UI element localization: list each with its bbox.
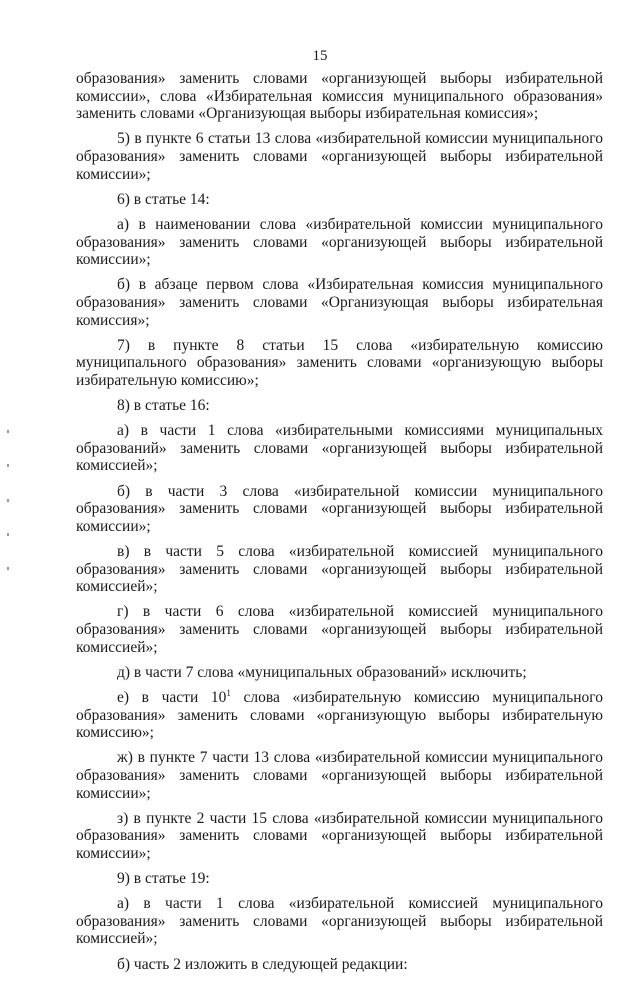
paragraph-item-9a: а) в части 1 слова «избирательной комиссией муниципального образования» заменить словами «организующей выборы избирательной комиссией»; — [76, 895, 603, 948]
paragraph-item-8b: б) в части 3 слова «избирательной комиссии муниципального образования» заменить словами «организующей выборы избирательной комиссии»; — [76, 482, 603, 535]
paragraph-item-8g: г) в части 6 слова «избирательной комиссией муниципального образования» заменить словами «организующей выборы избирательной комиссией»; — [76, 603, 603, 656]
paragraph-item-8e-start: е) в части 10 — [117, 688, 227, 706]
paragraph-item-8e-rest: слова «избирательную комиссию муниципального образования» заменить словами «организующую выборы избирательную комиссию»; — [76, 688, 603, 742]
margin-scan-mark — [7, 430, 10, 570]
paragraph-item-8e — [76, 689, 603, 742]
paragraph-item-6b: б) в абзаце первом слова «Избирательная комиссия муниципального образования» заменить словами «Организующая выборы избирательная комиссия»; — [76, 276, 603, 329]
paragraph-item-9: 9) в статье 19: — [117, 870, 210, 888]
paragraph-item-6a: а) в наименовании слова «избирательной комиссии муниципального образования» заменить словами «организующей выборы избирательной комиссии»; — [76, 215, 603, 269]
superscript-index: 1 — [226, 687, 231, 698]
paragraph-item-8d: д) в части 7 слова «муниципальных образований» исключить; — [117, 663, 527, 681]
paragraph-item-8v: в) в части 5 слова «избирательной комиссией муниципального образования» заменить словами «организующей выборы избирательной комиссией»; — [76, 543, 603, 596]
paragraph-item-8: 8) в статье 16: — [117, 397, 210, 415]
paragraph-item-7: 7) в пункте 8 статьи 15 слова «избирательную комиссию муниципального образования» заменить словами «организующую выборы избирательную комиссию»; — [76, 336, 603, 389]
paragraph-item-6: 6) в статье 14: — [117, 190, 210, 208]
paragraph-item-8zh: ж) в пункте 7 части 13 слова «избирательной комиссии муниципального образования» заменить словами «организующей выборы избирательной комиссии»; — [76, 749, 603, 802]
paragraph-item-5: 5) в пункте 6 статьи 13 слова «избирательной комиссии муниципального образования» заменить словами «организующей выборы избирательной комиссии»; — [76, 130, 603, 183]
paragraph-continuation: образования» заменить словами «организующей выборы избирательной комиссии», слова «Избирательная комиссия муниципального образования» заменить словами «Организующая выборы избирательная комиссия»; — [76, 70, 603, 123]
document-body — [76, 70, 603, 981]
paragraph-item-8z: з) в пункте 2 части 15 слова «избирательной комиссии муниципального образования» заменить словами «организующей выборы избирательной комиссии»; — [76, 809, 603, 862]
paragraph-item-9b: б) часть 2 изложить в следующей редакции: — [117, 955, 408, 973]
paragraph-item-8a: а) в части 1 слова «избирательными комиссиями муниципальных образований» заменить словами «организующей выборы избирательной комиссией»; — [76, 422, 603, 475]
page-number: 15 — [312, 48, 328, 64]
